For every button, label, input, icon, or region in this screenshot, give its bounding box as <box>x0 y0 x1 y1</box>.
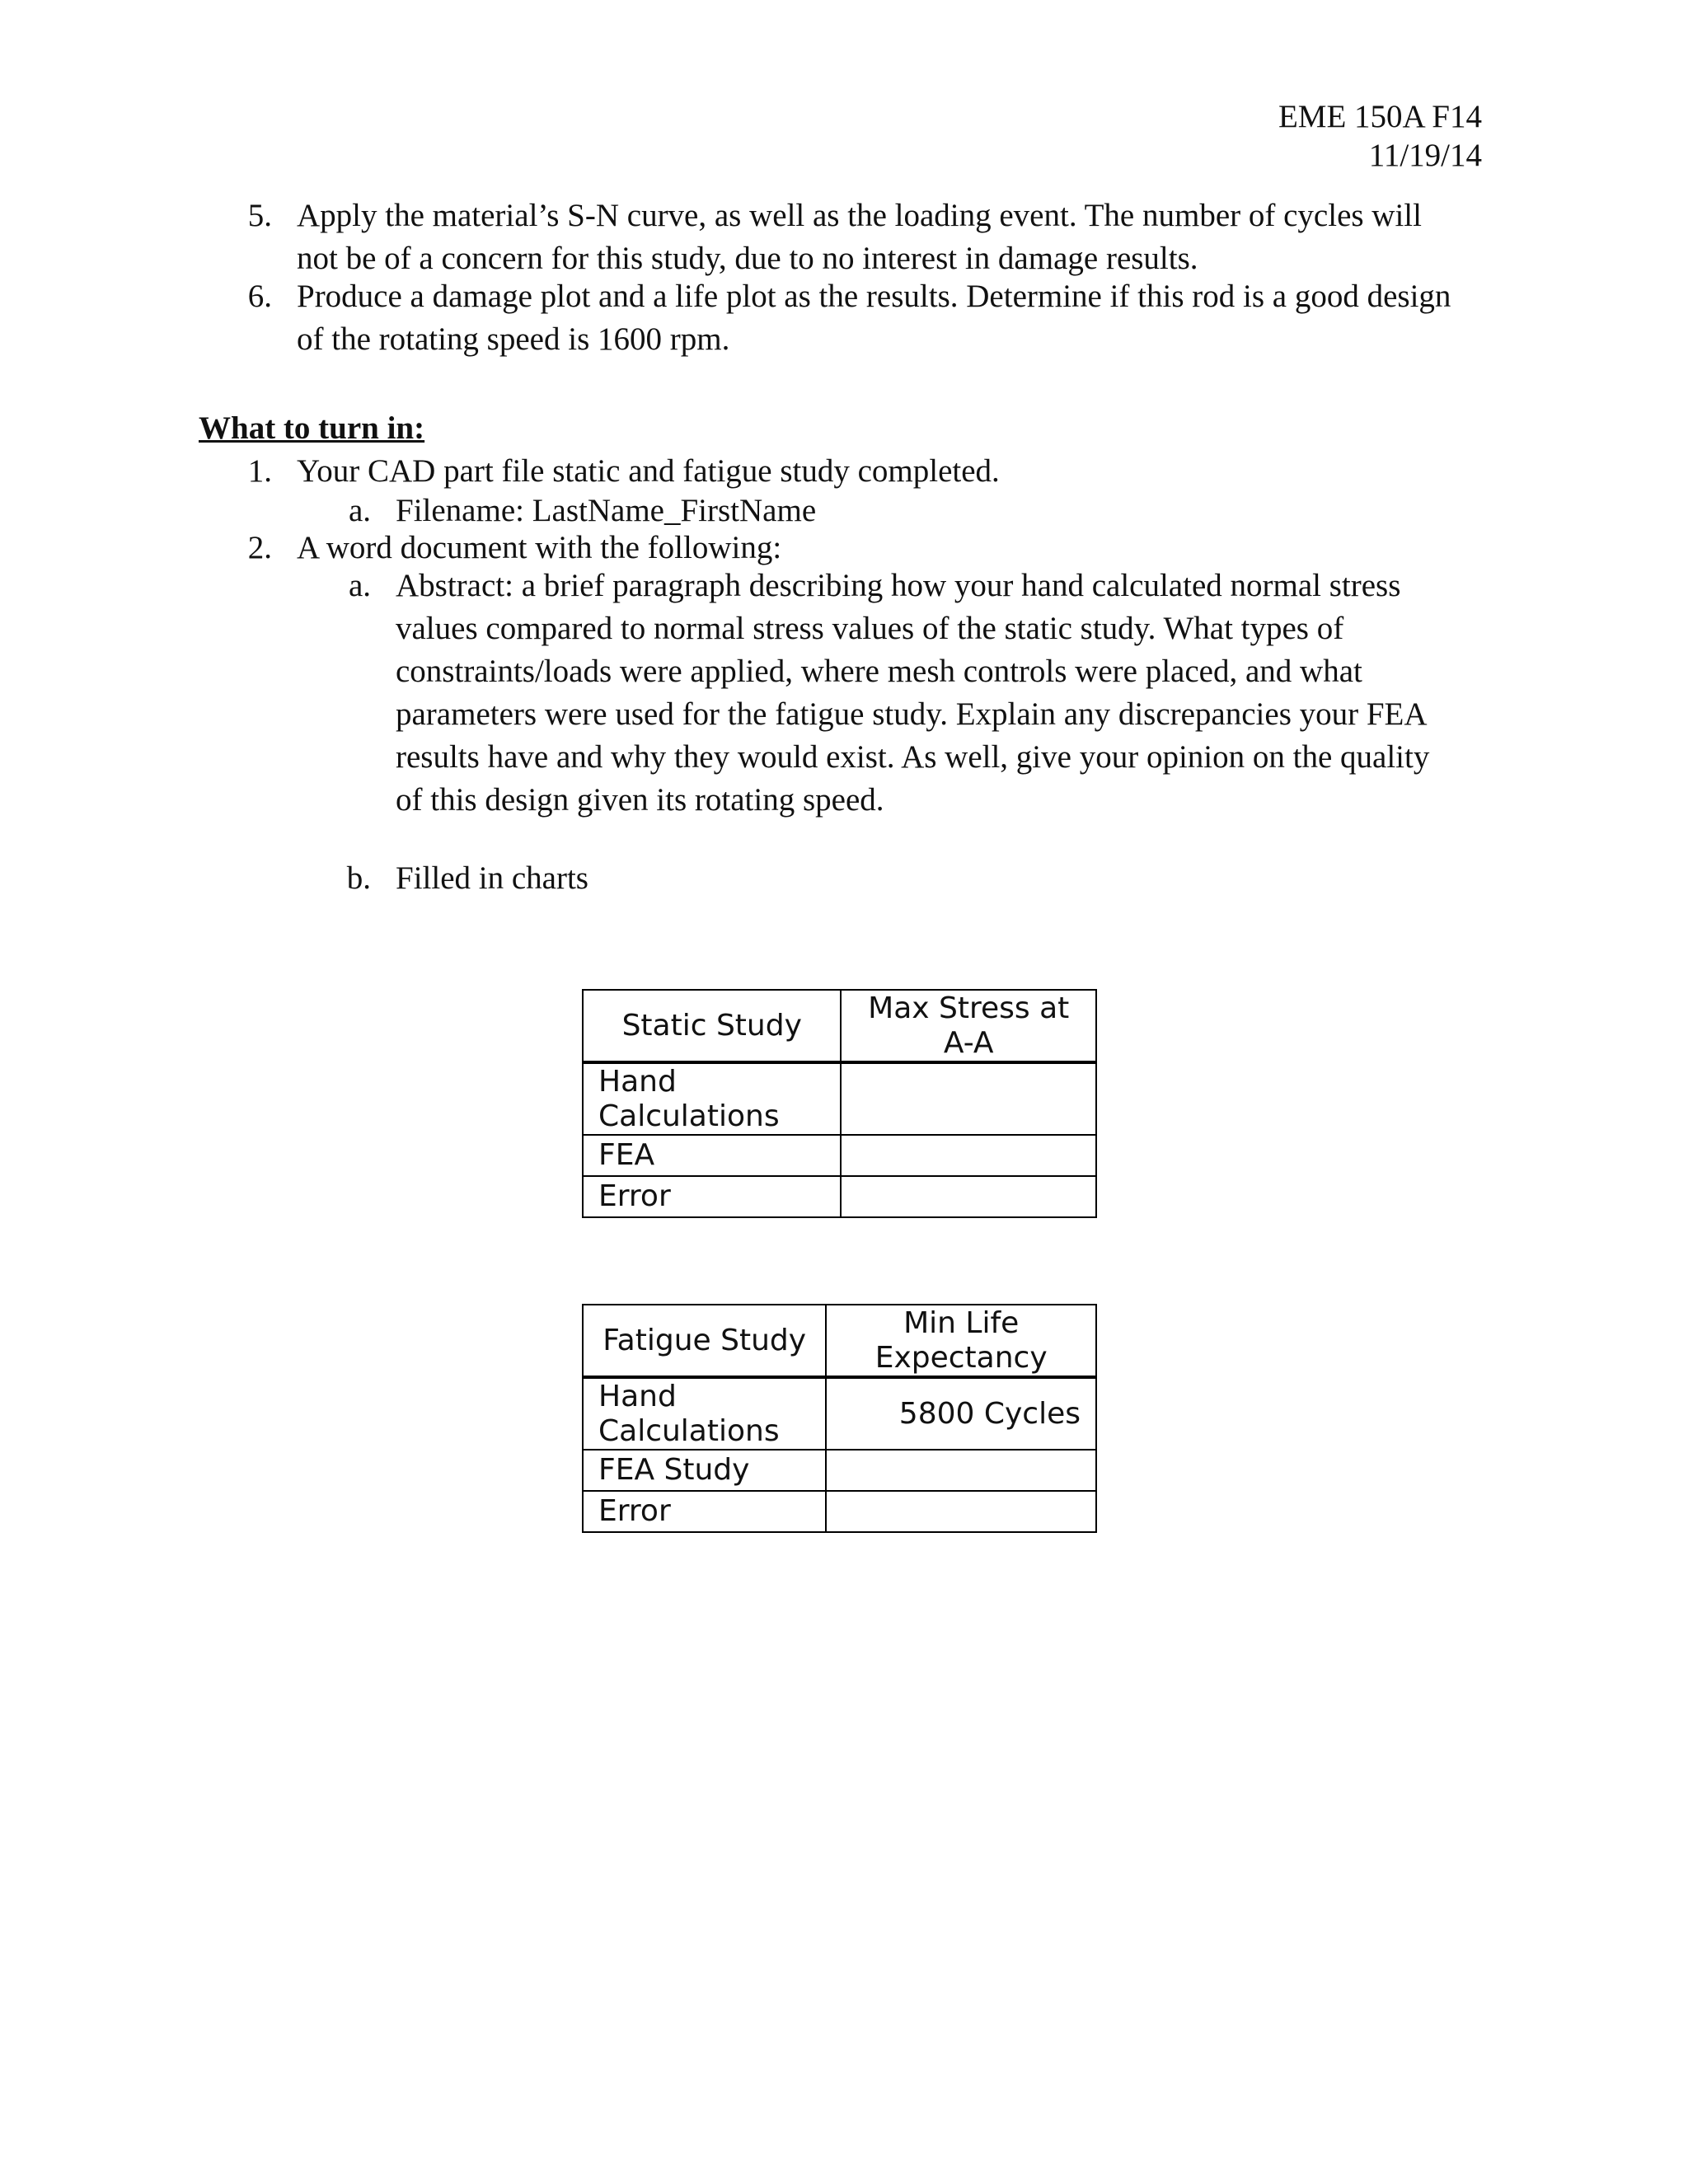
header-cell: Fatigue Study <box>583 1305 826 1377</box>
abstract-line: of this design given its rotating speed. <box>396 782 884 818</box>
abstract-line: results have and why they would exist. As well, give your opinion on the quality <box>396 739 1430 775</box>
step-line: Apply the material’s S-N curve, as well as the loading event. The number of cycles will <box>297 198 1422 233</box>
table-row <box>583 1062 1096 1135</box>
fatigue-study-table <box>582 1304 1097 1533</box>
step-line: of the rotating speed is 1600 rpm. <box>297 321 730 357</box>
sub-letter: a. <box>348 493 371 528</box>
abstract-line: parameters were used for the fatigue study. Explain any discrepancies your FEA <box>396 696 1428 732</box>
row-value[interactable] <box>841 1176 1096 1217</box>
row-value[interactable] <box>841 1135 1096 1176</box>
step-line: Produce a damage plot and a life plot as the results. Determine if this rod is a good design <box>297 279 1451 314</box>
row-value[interactable] <box>841 1062 1096 1135</box>
row-label: Hand Calculations <box>583 1062 841 1135</box>
header-date: 11/19/14 <box>1368 138 1482 173</box>
row-label: Error <box>583 1176 841 1217</box>
abstract-line: values compared to normal stress values of the static study. What types of <box>396 611 1344 646</box>
page-header <box>1278 97 1482 175</box>
header-cell: Min Life Expectancy <box>826 1305 1096 1377</box>
turn-in-heading: What to turn in: <box>199 410 425 446</box>
table-row <box>583 1491 1096 1532</box>
table-row <box>583 1135 1096 1176</box>
course-code: EME 150A F14 <box>1278 99 1482 134</box>
item-number: 2. <box>247 530 272 565</box>
item-number: 1. <box>247 453 272 489</box>
row-value[interactable] <box>826 1450 1096 1491</box>
row-label: FEA Study <box>583 1450 826 1491</box>
static-study-table <box>582 989 1097 1218</box>
step-number: 5. <box>247 198 272 233</box>
table-header-row <box>583 990 1096 1062</box>
abstract-line: constraints/loads were applied, where mesh controls were placed, and what <box>396 654 1362 689</box>
step-number: 6. <box>247 279 272 314</box>
table-row <box>583 1377 1096 1450</box>
row-value[interactable]: 5800 Cycles <box>826 1377 1096 1450</box>
item-text: Your CAD part file static and fatigue study completed. <box>297 453 1000 489</box>
table-header-row <box>583 1305 1096 1377</box>
header-cell: Max Stress at A-A <box>841 990 1096 1062</box>
row-value[interactable] <box>826 1491 1096 1532</box>
table-row <box>583 1176 1096 1217</box>
row-label: FEA <box>583 1135 841 1176</box>
row-label: Error <box>583 1491 826 1532</box>
header-cell: Static Study <box>583 990 841 1062</box>
row-label: Hand Calculations <box>583 1377 826 1450</box>
sub-text: Filled in charts <box>396 860 588 896</box>
sub-letter: a. <box>348 568 371 603</box>
step-line: not be of a concern for this study, due to no interest in damage results. <box>297 241 1198 276</box>
item-text: A word document with the following: <box>297 530 782 565</box>
table-row <box>583 1450 1096 1491</box>
abstract-line: Abstract: a brief paragraph describing how your hand calculated normal stress <box>396 568 1401 603</box>
sub-text: Filename: LastName_FirstName <box>396 493 817 528</box>
sub-letter: b. <box>346 860 371 896</box>
